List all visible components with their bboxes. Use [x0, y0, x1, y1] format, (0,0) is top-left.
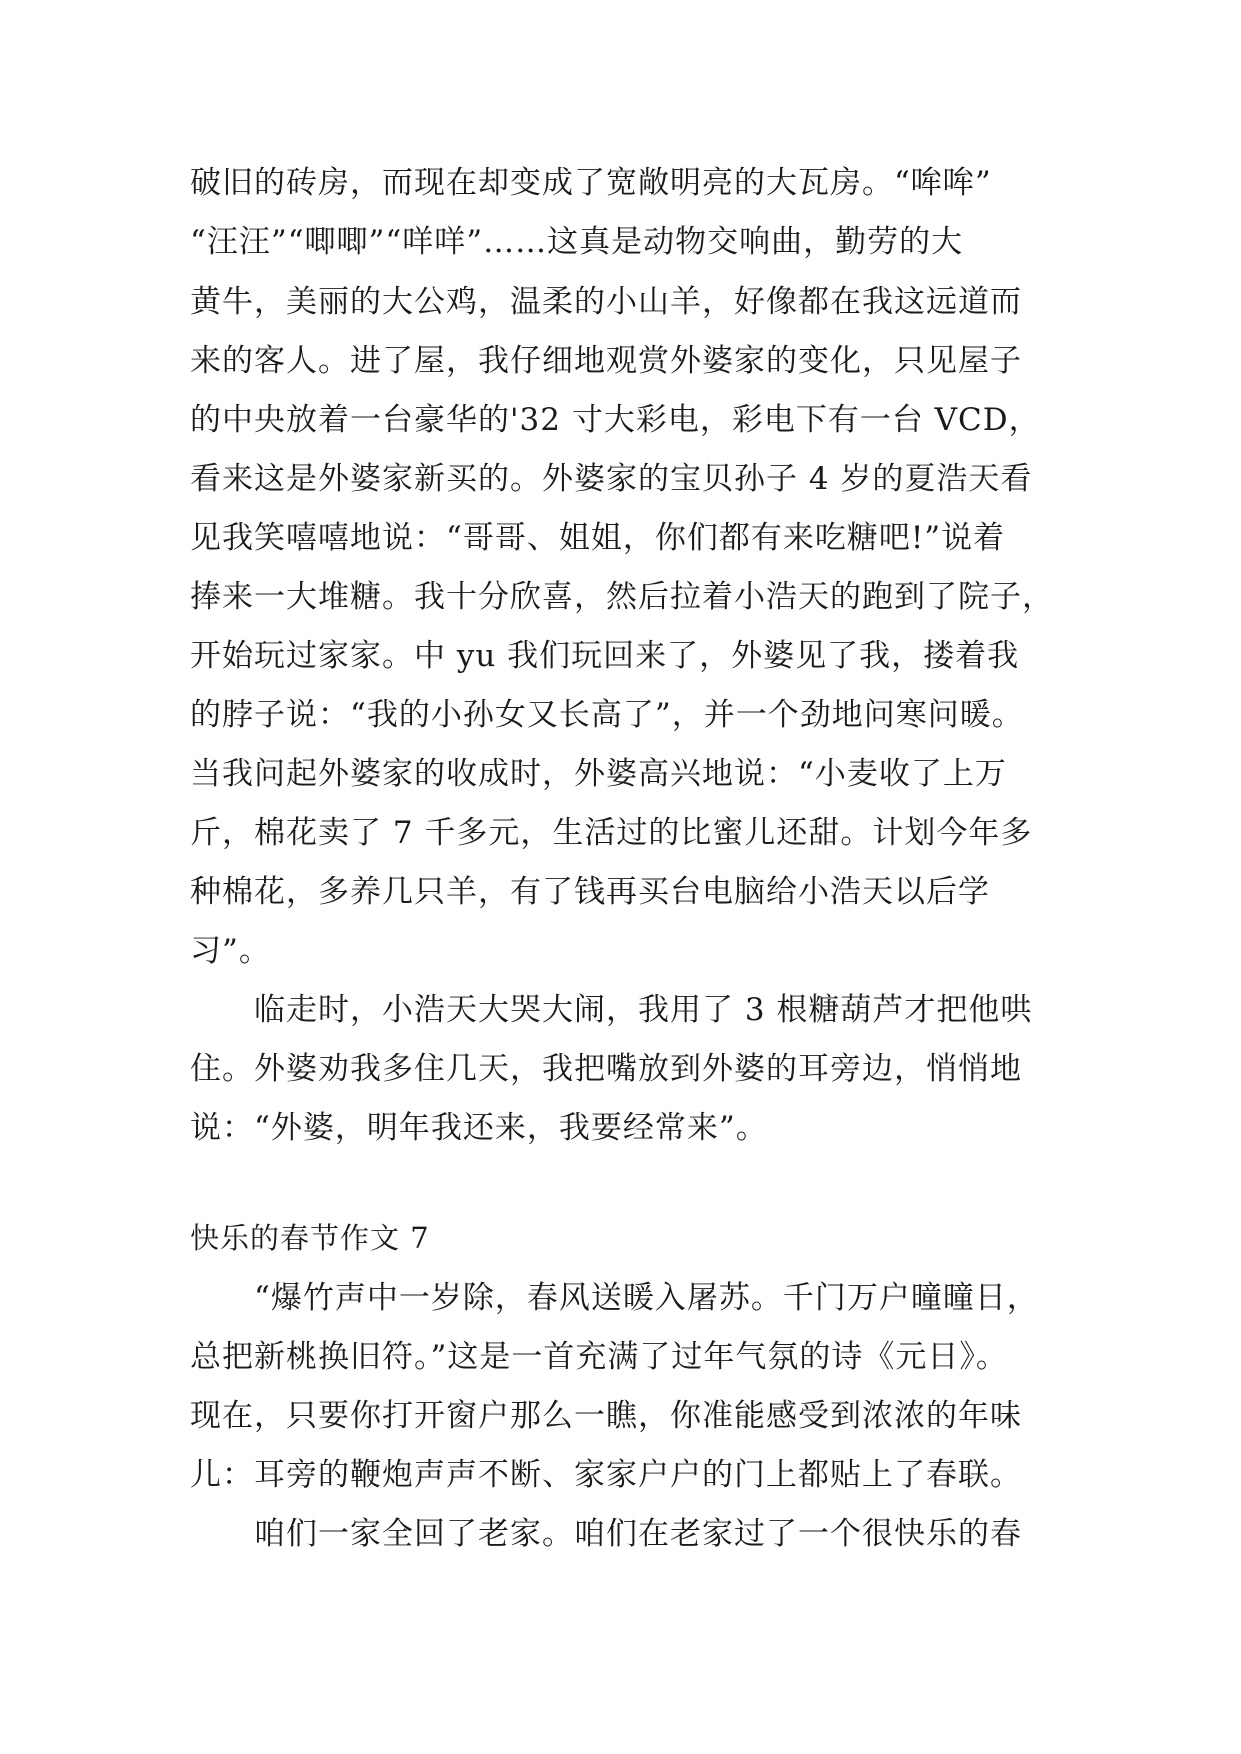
text-line: 习”。 — [190, 933, 271, 969]
text-line: 黄牛，美丽的大公鸡，温柔的小山羊，好像都在我这远道而 — [190, 284, 1022, 320]
text-line: 斤，棉花卖了 7 千多元，生活过的比蜜儿还甜。计划今年多 — [190, 815, 1033, 851]
text-line: 看来这是外婆家新买的。外婆家的宝贝孙子 4 岁的夏浩天看 — [190, 461, 1033, 497]
text-line: 儿：耳旁的鞭炮声声不断、家家户户的门上都贴上了春联。 — [190, 1457, 1022, 1493]
text-line: 当我问起外婆家的收成时，外婆高兴地说：“小麦收了上万 — [190, 756, 1007, 792]
paragraph-first-line: 临走时，小浩天大哭大闹，我用了 3 根糖葫芦才把他哄 — [254, 992, 1033, 1028]
text-line: “汪汪”“唧唧”“咩咩”……这真是动物交响曲，勤劳的大 — [190, 224, 964, 260]
text-line: 见我笑嘻嘻地说：“哥哥、姐姐，你们都有来吃糖吧!”说着 — [190, 520, 1006, 556]
paragraph-first-line: 咱们一家全回了老家。咱们在老家过了一个很快乐的春 — [254, 1516, 1022, 1552]
text-line: 的脖子说：“我的小孙女又长高了”，并一个劲地问寒问暖。 — [190, 697, 1024, 733]
text-line: 说：“外婆，明年我还来，我要经常来”。 — [190, 1110, 768, 1146]
text-line: 总把新桃换旧符。”这是一首充满了过年气氛的诗《元日》。 — [190, 1339, 1008, 1375]
text-line: 住。外婆劝我多住几天，我把嘴放到外婆的耳旁边，悄悄地 — [190, 1051, 1022, 1087]
text-line: 破旧的砖房，而现在却变成了宽敞明亮的大瓦房。“哞哞” — [190, 165, 992, 201]
paragraph-first-line: “爆竹声中一岁除，春风送暖入屠苏。千门万户曈曈日， — [254, 1280, 1039, 1316]
text-line: 的中央放着一台豪华的'32 寸大彩电，彩电下有一台 VCD， — [190, 402, 1041, 438]
text-line: 种棉花，多养几只羊，有了钱再买台电脑给小浩天以后学 — [190, 874, 990, 910]
text-line: 现在，只要你打开窗户那么一瞧，你准能感受到浓浓的年味 — [190, 1398, 1022, 1434]
text-line: 捧来一大堆糖。我十分欣喜，然后拉着小浩天的跑到了院子， — [190, 579, 1054, 615]
section-heading: 快乐的春节作文 7 — [190, 1221, 430, 1255]
text-line: 来的客人。进了屋，我仔细地观赏外婆家的变化，只见屋子 — [190, 343, 1022, 379]
text-line: 开始玩过家家。中 yu 我们玩回来了，外婆见了我，搂着我 — [190, 638, 1020, 674]
